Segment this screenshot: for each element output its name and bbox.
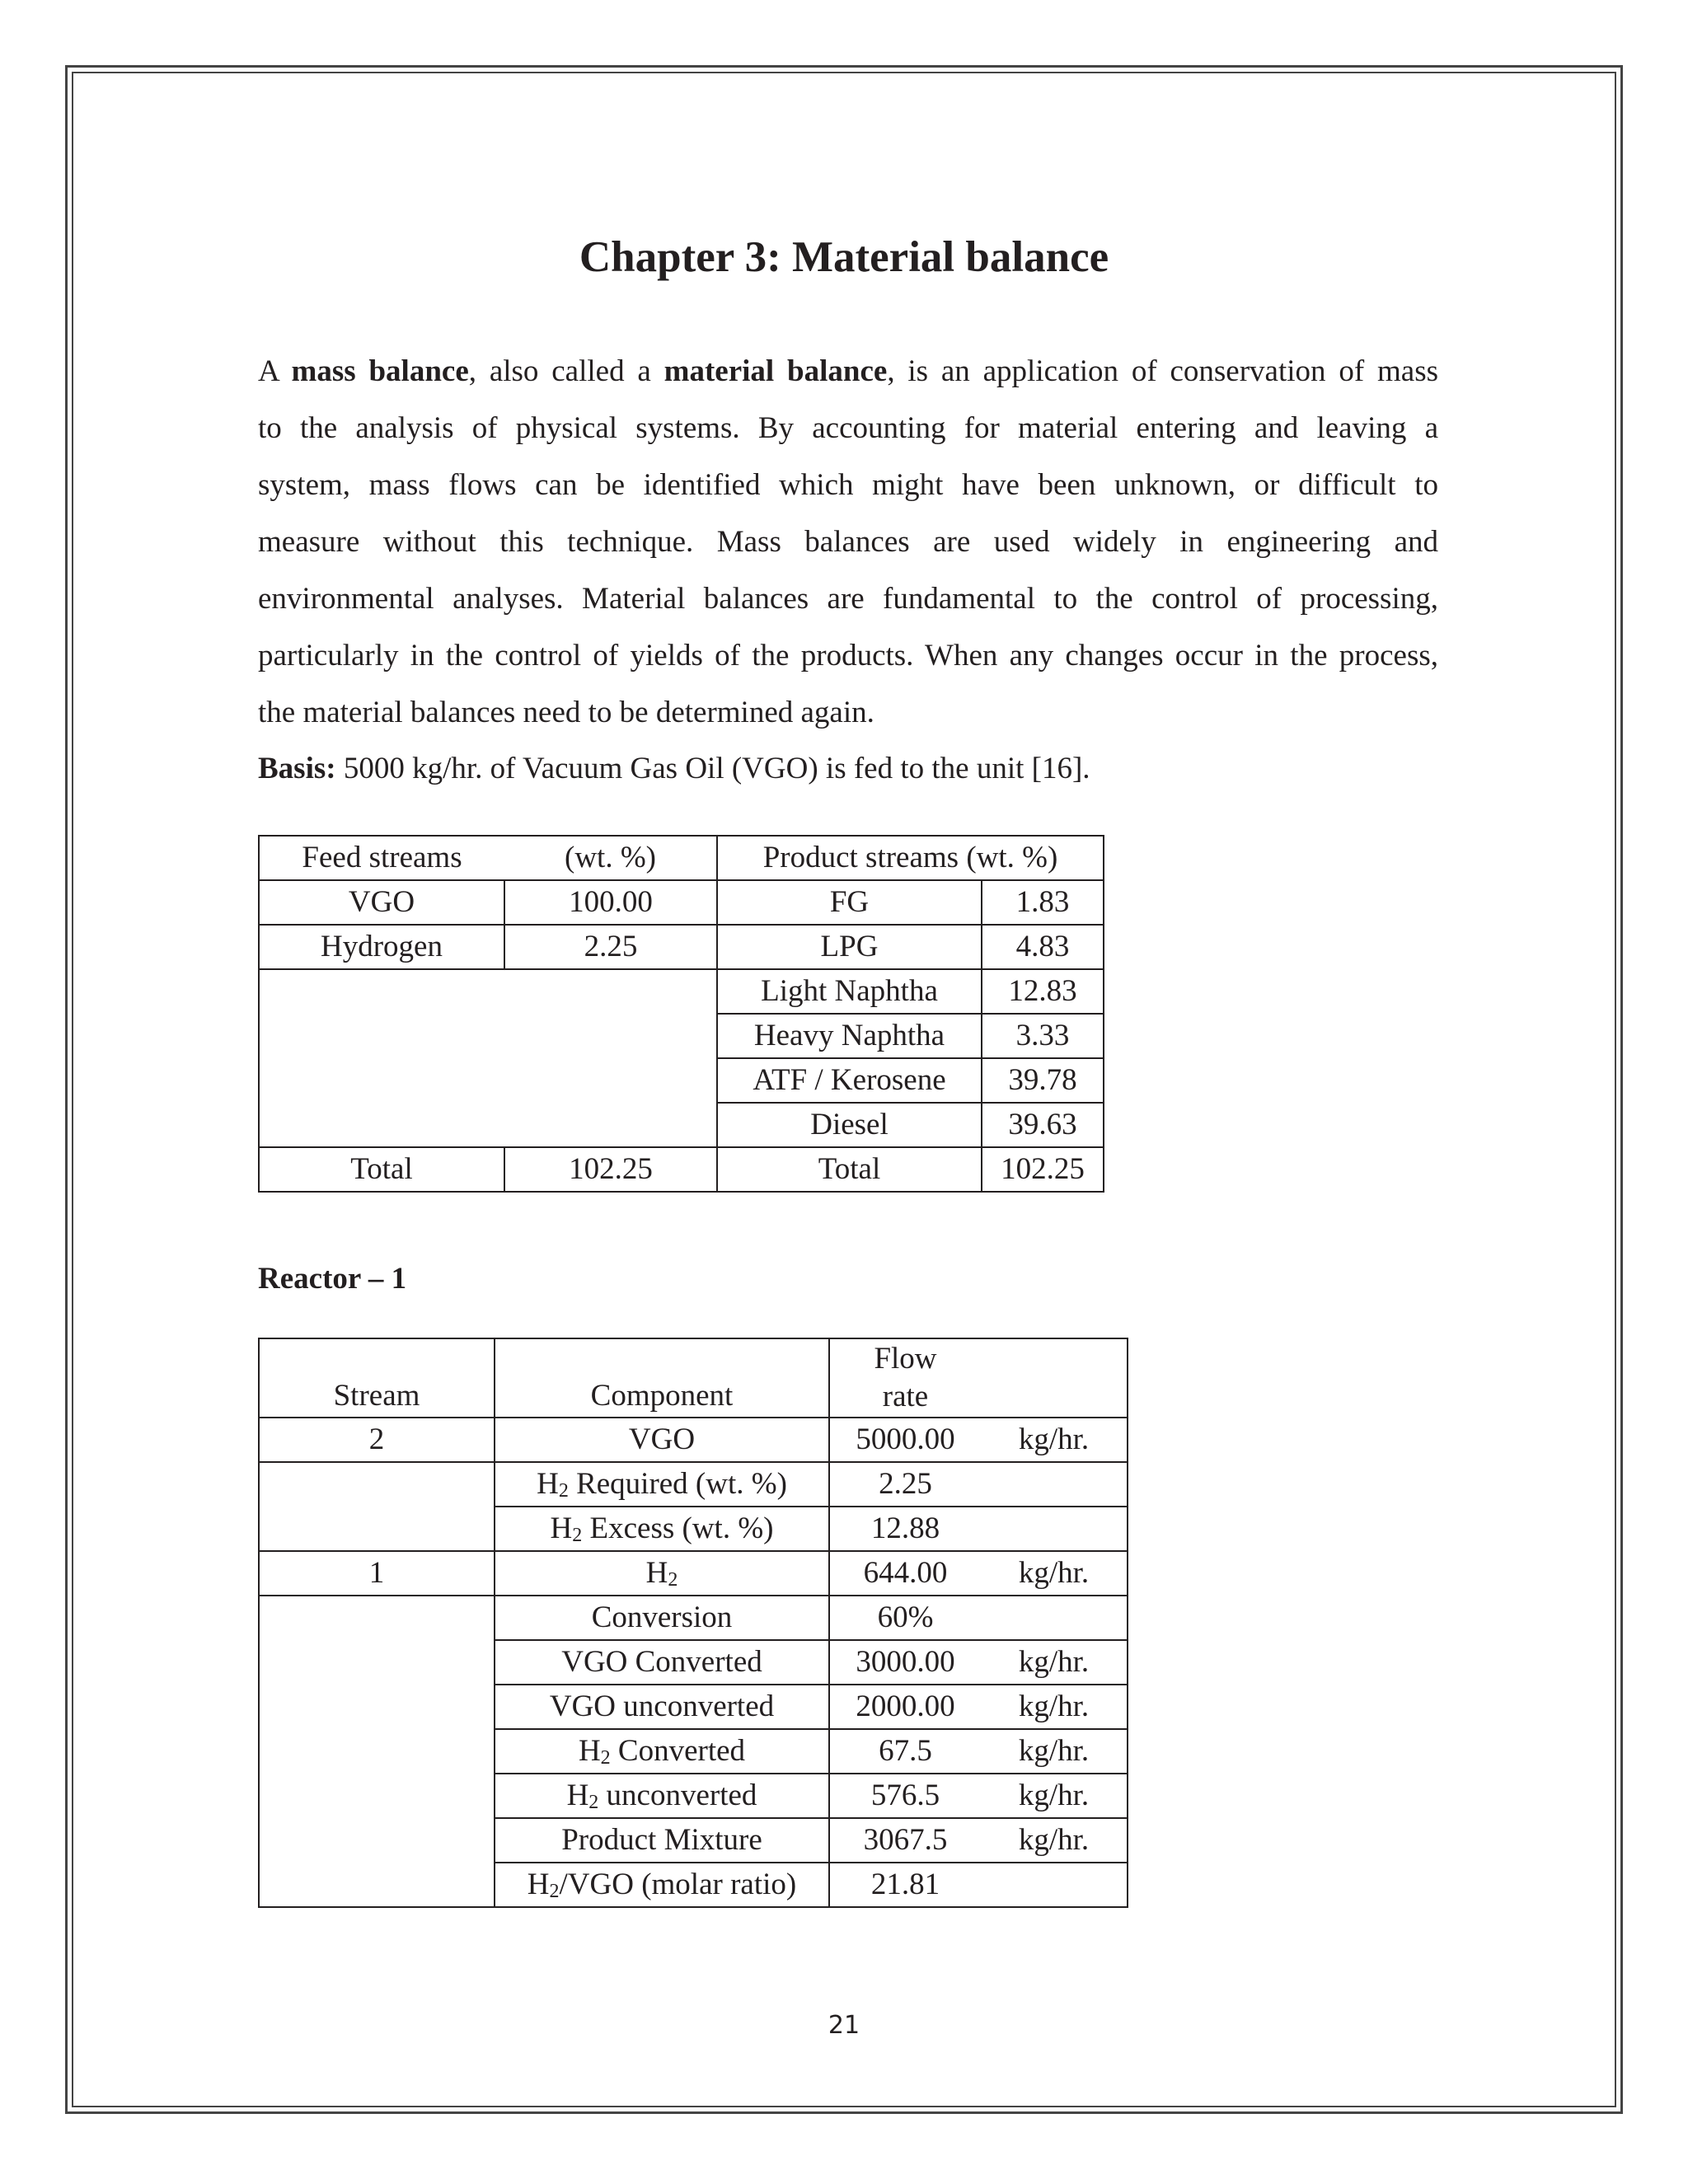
product-value: 39.78: [982, 1058, 1104, 1103]
feed-product-table: [258, 835, 1104, 1193]
chapter-title: Chapter 3: Material balance: [579, 233, 1109, 281]
feed-value: 100.00: [504, 880, 717, 925]
component-text: H: [645, 1556, 668, 1590]
component-text: unconverted: [598, 1779, 757, 1812]
flow-header-line2: rate: [882, 1380, 929, 1413]
paragraph-bold-term: mass balance: [291, 354, 469, 388]
feed-unit-header: (wt. %): [504, 836, 717, 880]
product-value: 3.33: [982, 1014, 1104, 1058]
paragraph-text: the material balances need to be determined again.: [258, 696, 874, 729]
paragraph-text: environmental analyses. Material balances are fundamental to the control of processing,: [258, 582, 1438, 616]
flow-value: 3000.00: [829, 1640, 981, 1685]
table-row: [259, 1418, 1128, 1462]
component-name: [495, 1774, 829, 1818]
basis-text: 5000 kg/hr. of Vacuum Gas Oil (VGO) is fed to the unit [16].: [335, 752, 1090, 785]
component-text: Converted: [610, 1734, 746, 1768]
product-name: Heavy Naphtha: [717, 1014, 982, 1058]
component-text: /VGO (molar ratio): [559, 1868, 797, 1901]
basis-statement: [258, 740, 1090, 797]
product-name: FG: [717, 880, 982, 925]
component-text: H: [550, 1511, 573, 1545]
product-value: 4.83: [982, 925, 1104, 969]
flow-unit: kg/hr.: [981, 1418, 1128, 1462]
flow-unit: kg/hr.: [981, 1640, 1128, 1685]
component-text: H: [566, 1779, 589, 1812]
stream-id: [259, 1596, 495, 1907]
table-row: [259, 969, 1104, 1014]
product-header: Product streams (wt. %): [717, 836, 1104, 880]
feed-name: VGO: [259, 880, 504, 925]
component-name: [495, 1818, 829, 1863]
table-row: [259, 880, 1104, 925]
component-header: Component: [495, 1338, 829, 1418]
paragraph-line: [258, 627, 1438, 684]
flow-value: 21.81: [829, 1863, 981, 1907]
flow-unit: [981, 1596, 1128, 1640]
paragraph-line: [258, 457, 1438, 513]
component-name: [495, 1462, 829, 1507]
flow-unit: kg/hr.: [981, 1729, 1128, 1774]
stream-id: [259, 1462, 495, 1551]
subscript: 2: [558, 1480, 569, 1502]
subscript: 2: [600, 1747, 611, 1769]
flow-value: 644.00: [829, 1551, 981, 1596]
table-row: [259, 1551, 1128, 1596]
unit-header: [981, 1338, 1128, 1418]
component-text: H: [537, 1467, 559, 1501]
paragraph-text: A: [258, 354, 292, 388]
product-name: LPG: [717, 925, 982, 969]
page-number: 21: [828, 2011, 860, 2040]
flow-value: 2000.00: [829, 1685, 981, 1729]
component-text: VGO: [628, 1422, 696, 1456]
feed-name: Hydrogen: [259, 925, 504, 969]
flow-value: 2.25: [829, 1462, 981, 1507]
reactor-heading: Reactor – 1: [258, 1262, 407, 1296]
basis-label: Basis:: [258, 752, 336, 785]
component-text: Excess (wt. %): [582, 1511, 774, 1545]
product-name: ATF / Kerosene: [717, 1058, 982, 1103]
subscript: 2: [572, 1525, 583, 1546]
flow-unit: kg/hr.: [981, 1551, 1128, 1596]
flow-rate-header: [829, 1338, 981, 1418]
flow-value: 67.5: [829, 1729, 981, 1774]
paragraph-text: , is an application of conservation of mass: [887, 354, 1439, 388]
empty-feed-cell: [259, 969, 717, 1147]
stream-id: 2: [259, 1418, 495, 1462]
flow-value: 3067.5: [829, 1818, 981, 1863]
flow-value: 60%: [829, 1596, 981, 1640]
flow-value: 576.5: [829, 1774, 981, 1818]
component-text: Product Mixture: [561, 1823, 762, 1857]
paragraph-text: to the analysis of physical systems. By accounting for material entering and leaving a: [258, 411, 1438, 445]
feed-header: Feed streams: [259, 836, 504, 880]
component-text: VGO Converted: [561, 1645, 762, 1679]
component-text: H: [578, 1734, 601, 1768]
paragraph-bold-term: material balance: [663, 354, 888, 388]
component-name: [495, 1640, 829, 1685]
product-total-value: 102.25: [982, 1147, 1104, 1192]
component-name: [495, 1863, 829, 1907]
stream-id: 1: [259, 1551, 495, 1596]
table-row: [259, 925, 1104, 969]
flow-header-line1: Flow: [874, 1342, 937, 1376]
flow-unit: kg/hr.: [981, 1685, 1128, 1729]
paragraph-line: [258, 343, 1438, 400]
component-text: Required (wt. %): [568, 1467, 787, 1501]
component-text: H: [527, 1868, 550, 1901]
flow-unit: [981, 1462, 1128, 1507]
product-name: Diesel: [717, 1103, 982, 1147]
table-row: [259, 1147, 1104, 1192]
table-row: [259, 1338, 1128, 1418]
feed-value: 2.25: [504, 925, 717, 969]
product-total-label: Total: [717, 1147, 982, 1192]
component-name: [495, 1418, 829, 1462]
product-value: 1.83: [982, 880, 1104, 925]
paragraph-line: [258, 684, 1438, 741]
paragraph-text: system, mass flows can be identified which might have been unknown, or difficult to: [258, 468, 1438, 502]
flow-unit: kg/hr.: [981, 1818, 1128, 1863]
stream-header: Stream: [259, 1338, 495, 1418]
component-name: [495, 1729, 829, 1774]
paragraph-line: [258, 570, 1438, 627]
flow-unit: [981, 1507, 1128, 1551]
subscript: 2: [588, 1792, 599, 1813]
flow-value: 5000.00: [829, 1418, 981, 1462]
component-name: [495, 1596, 829, 1640]
component-text: Conversion: [591, 1601, 733, 1634]
component-text: VGO unconverted: [549, 1690, 775, 1723]
flow-value: 12.88: [829, 1507, 981, 1551]
feed-total-label: Total: [259, 1147, 504, 1192]
component-name: [495, 1685, 829, 1729]
flow-unit: kg/hr.: [981, 1774, 1128, 1818]
component-name: [495, 1507, 829, 1551]
table-row: [259, 836, 1104, 880]
paragraph-text: particularly in the control of yields of the products. When any changes occur in the process,: [258, 639, 1438, 673]
subscript: 2: [668, 1569, 678, 1591]
product-name: Light Naphtha: [717, 969, 982, 1014]
component-name: [495, 1551, 829, 1596]
flow-unit: [981, 1863, 1128, 1907]
intro-paragraph: [258, 343, 1438, 741]
paragraph-line: [258, 513, 1438, 570]
feed-total-value: 102.25: [504, 1147, 717, 1192]
reactor-table: [258, 1338, 1128, 1908]
product-value: 39.63: [982, 1103, 1104, 1147]
paragraph-line: [258, 400, 1438, 457]
paragraph-text: , also called a: [468, 354, 664, 388]
table-row: [259, 1462, 1128, 1507]
product-value: 12.83: [982, 969, 1104, 1014]
table-row: [259, 1596, 1128, 1640]
subscript: 2: [549, 1881, 560, 1902]
paragraph-text: measure without this technique. Mass balances are used widely in engineering and: [258, 525, 1438, 559]
